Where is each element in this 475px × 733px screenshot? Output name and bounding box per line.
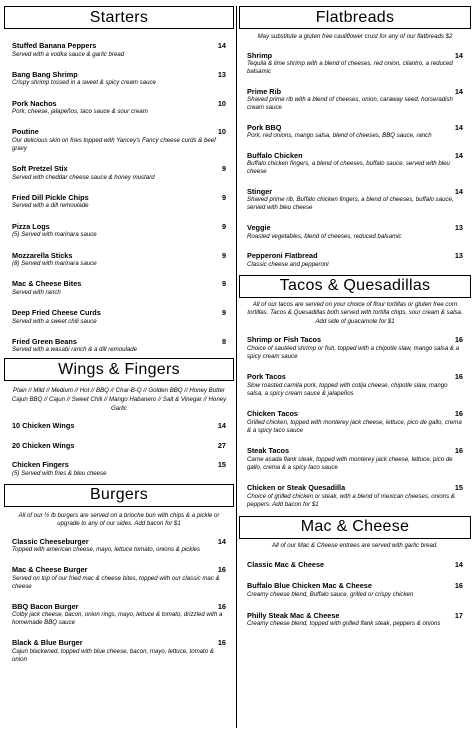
menu-item-price: 16 [454,335,463,345]
mac-note: All of our Mac & Cheese entrees are served with garlic bread. [272,541,438,549]
menu-item-price: 16 [454,581,463,591]
menu-item-price: 14 [454,150,463,160]
menu-item-name: Soft Pretzel Stix [12,164,68,174]
menu-item [4,638,234,664]
menu-item-description: Served on top of our fried mac & cheese bites, topped with our classic mac & cheese [12,574,220,590]
mac-list [239,550,471,628]
menu-item-name: Black & Blue Burger [12,638,83,648]
menu-item-head [12,41,228,50]
menu-item-description: Carne asada flank steak, topped with monterey jack cheese, lettuce, pico de gallo, crema & a spicy taco sauce [247,455,453,471]
menu-item-price: 14 [217,421,226,431]
menu-item [239,51,471,77]
menu-item-head [247,123,465,132]
menu-item-description: (8) Served with marinara sauce [12,260,97,268]
menu-item-name: 20 Chicken Wings [12,440,75,450]
menu-item-description: Slow roasted carnita pork, topped with cotija cheese, chipotle slaw, mango salsa, a spicy cream sauce & jalapeños [247,381,448,397]
menu-item-head [247,409,465,418]
menu-item [4,308,234,326]
menu-item [239,409,471,435]
menu-item-description: Roasted vegetables, blend of cheeses, reduced balsamic [247,232,402,240]
menu-item-description: Shaved prime rib, Buffalo chicken fingers, a blend of cheeses, buffalo sauce, served with bleu cheese [247,196,454,212]
menu-item [239,87,471,113]
menu-item [239,611,471,629]
menu-item-description: Choice of sautéed shrimp or fish, topped with a chipotle slaw, mango salsa & a spicy cream sauce [247,344,460,360]
menu-item [239,223,471,241]
menu-item-head [12,537,228,546]
burgers-title: Burgers [89,486,149,504]
menu-item [239,560,471,569]
flatbreads-note: May substitute a gluten free cauliflower crust for any of our flatbreads $2 [257,33,453,40]
menu-item-price: 10 [217,98,226,108]
menu-item [239,335,471,361]
menu-item-price: 14 [454,50,463,60]
menu-item-description: Served with a vodka sauce & garlic bread [12,50,125,58]
menu-item-head [247,560,465,569]
mac-title: Mac & Cheese [300,518,410,535]
menu-item [4,164,234,182]
menu-item-head [247,187,465,196]
menu-item-head [12,337,228,346]
menu-item-description: Our delicious skin on fries topped with Yancey's Fancy cheese curds & beef gravy [12,136,216,152]
menu-item-head [12,251,228,260]
menu-item [239,581,471,599]
tacos-title: Tacos & Quesadillas [279,277,431,295]
menu-item-name: Pepperoni Flatbread [247,251,318,261]
menu-item [4,41,234,59]
menu-item-name: BBQ Bacon Burger [12,601,79,611]
menu-item [4,279,234,297]
menu-item [4,565,234,591]
wings-list [4,413,234,478]
menu-item-name: Shrimp [247,50,273,60]
menu-item-description: (5) Served with fries & bleu cheese [12,469,107,477]
menu-item-name: Steak Tacos [247,446,290,456]
column-divider [236,6,237,728]
menu-item-name: Veggie [247,223,271,233]
menu-item-description: Shaved prime rib with a blend of cheeses, onion, caraway seed, horseradish cream sauce [247,96,453,112]
menu-item [239,372,471,398]
starters-header [4,6,234,29]
menu-item-head [247,483,465,492]
menu-item-head [12,565,228,574]
menu-item-name: Bang Bang Shrimp [12,69,78,79]
menu-item-head [247,611,465,620]
menu-item [4,193,234,211]
menu-item [239,123,471,141]
menu-item-description: Buffalo chicken fingers, a blend of cheeses, buffalo sauce, served with bleu cheese [247,160,450,176]
menu-item-name: Pork BBQ [247,122,282,132]
menu-item-description: Served with a wasabi ranch & a dill remoulade [12,346,137,354]
menu-item-name: Chicken Fingers [12,460,69,470]
menu-item-name: Chicken Tacos [247,409,298,419]
menu-item-price: 16 [217,601,226,611]
burgers-list [4,529,234,664]
menu-item-head [247,581,465,590]
menu-item-price: 27 [217,440,226,450]
menu-item-name: Pizza Logs [12,221,50,231]
menu-item-description: Cajun blackened, topped with blue cheese, bacon, mayo, lettuce, tomato & onion [12,647,214,663]
menu-item-price: 9 [221,279,226,289]
menu-item-name: Prime Rib [247,86,282,96]
menu-item-price: 13 [454,251,463,261]
menu-item [4,602,234,628]
menu-item-price: 16 [454,409,463,419]
menu-item-price: 10 [217,127,226,137]
menu-item-head [247,372,465,381]
menu-item [4,251,234,269]
menu-item-name: Buffalo Blue Chicken Mac & Cheese [247,581,372,591]
menu-item-price: 15 [217,460,226,470]
menu-item-head [247,335,465,344]
menu-item-name: Classic Cheeseburger [12,536,89,546]
menu-item-name: Mac & Cheese Bites [12,279,82,289]
right-column [239,6,471,628]
menu-item-head [12,164,228,173]
tacos-note: All of our tacos are served on your choice of flour tortillas or gluten free corn tortillas. Tacos & Quesadillas both served with tortilla chips, sour cream & salsa. Add side of guacamole for $1 [247,300,463,325]
burgers-note: All of our ½ lb burgers are served on a brioche bun with chips & a pickle or upgrade to any of our sides. Add bacon for $1 [18,511,220,528]
menu-item-price: 16 [454,446,463,456]
menu-item [239,446,471,472]
menu-item [239,483,471,509]
wings-header [4,358,234,381]
wings-title: Wings & Fingers [58,360,180,378]
starters-title: Starters [89,8,149,26]
menu-item-price: 14 [217,41,226,50]
menu-item-head [12,308,228,317]
menu-item-head [247,51,465,60]
flatbreads-header [239,6,471,29]
menu-item-price: 9 [221,250,226,260]
menu-item-price: 16 [217,565,226,575]
menu-item-name: Deep Fried Cheese Curds [12,308,101,318]
tacos-header [239,275,471,298]
flatbreads-list [239,42,471,269]
menu-item-description: Topped with american cheese, mayo, lettuce tomato, onions & pickles [12,546,201,554]
menu-item-name: Poutine [12,127,39,137]
menu-item-description: Tequila & lime shrimp with a blend of cheeses, red onion, cilantro, a reduced balsamic [247,60,453,76]
menu-item-description: Colby jack cheese, bacon, onion rings, mayo, lettuce & tomato, drizzled with a homemade BBQ sauce [12,611,223,627]
menu-item-head [247,446,465,455]
menu-item [239,187,471,213]
menu-item-description: Choice of grilled chicken or steak, with a blend of mexican cheeses, onions & peppers. Add bacon for $1 [247,492,455,508]
menu-item-description: (5) Served with marinara sauce [12,231,97,239]
menu-item [4,99,234,117]
menu-item-name: Stinger [247,186,273,196]
menu-item-price: 16 [454,372,463,382]
menu-item-price: 9 [221,221,226,231]
flatbreads-title: Flatbreads [315,8,395,26]
menu-item-price: 8 [221,336,226,346]
menu-item-name: Buffalo Chicken [247,150,303,160]
menu-item-name: Philly Steak Mac & Cheese [247,610,340,620]
menu-item-head [247,87,465,96]
mac-header [239,516,471,539]
menu-item-name: Classic Mac & Cheese [247,560,325,570]
menu-item-name: Fried Dill Pickle Chips [12,192,89,202]
menu-item [4,537,234,555]
menu-item-head [12,193,228,202]
menu-item-price: 14 [454,560,463,570]
wings-note: Plain // Mild // Medium // Hot // BBQ // Char-B-Q // Golden BBQ // Honey Butter Cajun BBQ // Cajun // Sweet Chili // Mango Habanero // Salt & Vinegar // Honey Garlic [11,387,227,412]
menu-item-head [12,460,228,469]
menu-item [4,222,234,240]
tacos-list [239,326,471,508]
menu-item-price: 9 [221,308,226,318]
menu-item-price: 13 [217,69,226,79]
menu-item [239,151,471,177]
menu-item-name: 10 Chicken Wings [12,421,75,431]
menu-item-description: Pork, red onions, mango salsa, blend of cheeses, BBQ sauce, ranch [247,132,432,140]
menu-item [4,421,234,430]
menu-item-head [12,421,228,430]
menu-item-description: Pork, cheese, jalapeños, taco sauce & sour cream [12,108,148,116]
menu-item [4,70,234,88]
starters-list [4,29,234,354]
menu-item-price: 14 [454,86,463,96]
menu-item-name: Pork Tacos [247,372,286,382]
menu-item-head [12,222,228,231]
menu-item-head [12,279,228,288]
menu-item-head [12,638,228,647]
menu-item-price: 15 [454,483,463,492]
menu-item-description: Served with cheddar cheese sauce & honey mustard [12,173,155,181]
menu-item-head [247,251,465,260]
menu-item [239,251,471,269]
menu-item-name: Chicken or Steak Quesadilla [247,483,346,492]
menu-item-description: Classic cheese and pepperoni [247,260,329,268]
menu-item-description: Creamy cheese blend, Buffalo sauce, grilled or crispy chicken [247,590,414,598]
menu-item-price: 9 [221,192,226,202]
menu-item-head [247,223,465,232]
menu-item-price: 13 [454,223,463,233]
menu-item-price: 14 [217,536,226,546]
menu-item-name: Shrimp or Fish Tacos [247,335,322,345]
menu-item-price: 17 [454,610,463,620]
menu-item-head [247,151,465,160]
menu-item-name: Fried Green Beans [12,336,77,346]
menu-item-name: Mac & Cheese Burger [12,565,88,575]
burgers-header [4,484,234,507]
menu-item-description: Crispy shrimp tossed in a sweet & spicy cream sauce [12,79,156,87]
menu-item-head [12,99,228,108]
menu-item-description: Creamy cheese blend, topped with grilled flank steak, peppers & onions [247,620,441,628]
menu-item [4,337,234,355]
menu-item-description: Grilled chicken, topped with monterey jack cheese, lettuce, pico de gallo, crema & a spicy taco sauce [247,418,462,434]
menu-item-head [12,70,228,79]
menu-item-name: Mozzarella Sticks [12,250,73,260]
left-column [4,6,234,664]
menu-item-name: Stuffed Banana Peppers [12,41,97,50]
menu-item-price: 14 [454,186,463,196]
menu-item-description: Served with a sweet chili sauce [12,317,97,325]
menu-item-head [12,441,228,450]
menu-item-head [12,127,228,136]
menu-item-description: Served with a dill remoulade [12,202,89,210]
menu-item-price: 16 [217,638,226,648]
menu-item [4,127,234,153]
menu-item-price: 14 [454,122,463,132]
menu-item-price: 9 [221,164,226,174]
menu-item [4,441,234,450]
menu-item-description: Served with ranch [12,288,61,296]
menu-item-head [12,602,228,611]
menu-item-name: Pork Nachos [12,98,57,108]
menu-item [4,460,234,478]
